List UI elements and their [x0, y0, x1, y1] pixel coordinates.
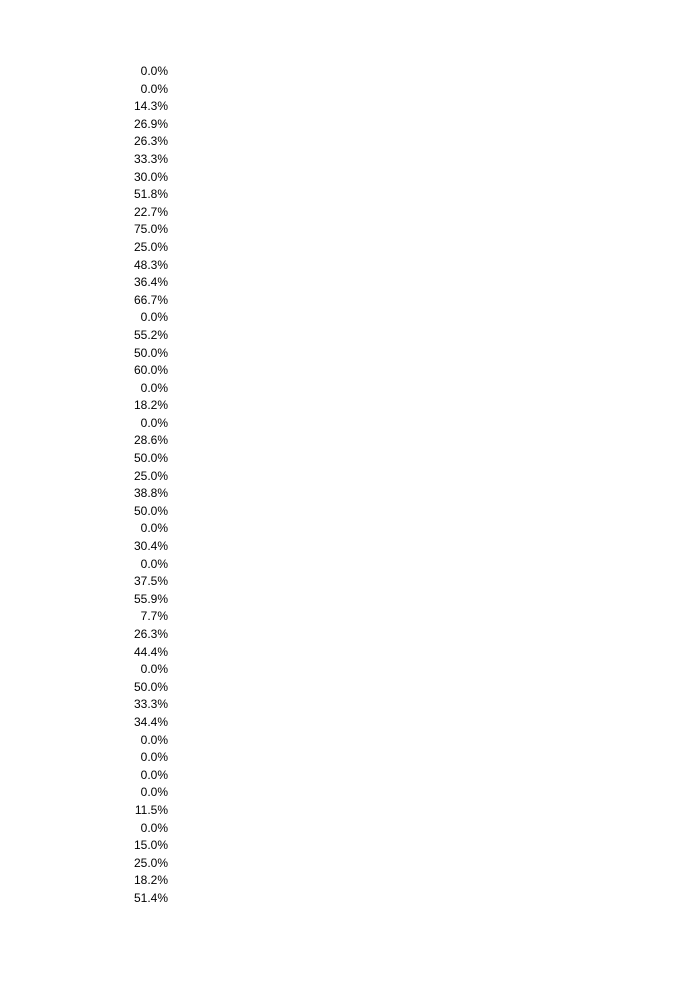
percentage-cell: 0.0%: [140, 662, 168, 677]
percentage-cell: 0.0%: [140, 380, 168, 395]
percentage-cell: 55.2%: [133, 327, 168, 342]
percentage-cell: 50.0%: [133, 451, 168, 466]
percentage-cell: 18.2%: [133, 873, 168, 888]
percentage-cell: 14.3%: [133, 99, 168, 114]
percentage-cell: 75.0%: [133, 222, 168, 237]
percentage-cell: 22.7%: [133, 204, 168, 219]
percentage-cell: 50.0%: [133, 345, 168, 360]
percentage-cell: 37.5%: [133, 574, 168, 589]
percentage-cell: 0.0%: [140, 767, 168, 782]
percentage-cell: 55.9%: [133, 591, 168, 606]
percentage-cell: 26.9%: [133, 116, 168, 131]
percentage-cell: 0.0%: [140, 556, 168, 571]
percentage-cell: 50.0%: [133, 679, 168, 694]
percentage-cell: 18.2%: [133, 398, 168, 413]
percentage-cell: 66.7%: [133, 292, 168, 307]
percentage-cell: 0.0%: [140, 732, 168, 747]
percentage-cell: 15.0%: [133, 838, 168, 853]
percentage-cell: 60.0%: [133, 363, 168, 378]
percentage-cell: 44.4%: [133, 644, 168, 659]
percentage-cell: 25.0%: [133, 468, 168, 483]
percentage-cell: 7.7%: [140, 609, 168, 624]
percentage-cell: 0.0%: [140, 820, 168, 835]
percentage-cell: 38.8%: [133, 486, 168, 501]
percentage-cell: 0.0%: [140, 521, 168, 536]
percentage-cell: 50.0%: [133, 503, 168, 518]
percentage-cell: 0.0%: [140, 415, 168, 430]
percentage-cell: 26.3%: [133, 134, 168, 149]
percentage-cell: 0.0%: [140, 64, 168, 78]
percentage-cell: 51.8%: [133, 187, 168, 202]
percentage-cell: 0.0%: [140, 81, 168, 96]
percentage-cell: 34.4%: [133, 714, 168, 729]
percentage-cell: 28.6%: [133, 433, 168, 448]
percentage-cell: 33.3%: [133, 151, 168, 166]
percentage-cell: 0.0%: [140, 785, 168, 800]
percentage-cell: 30.0%: [133, 169, 168, 184]
percentage-cell: 0.0%: [140, 310, 168, 325]
percentage-cell: 33.3%: [133, 697, 168, 712]
percentage-cell: 30.4%: [133, 539, 168, 554]
percentage-cell: 11.5%: [134, 802, 168, 817]
percentage-cell: 48.3%: [133, 257, 168, 272]
percentage-cell: 25.0%: [133, 239, 168, 254]
percentage-cell: 25.0%: [133, 855, 168, 870]
percentage-cell: 36.4%: [133, 275, 168, 290]
percentage-cell: 0.0%: [140, 750, 168, 765]
percentage-column: [100, 63, 168, 908]
percentage-cell: 51.4%: [133, 890, 168, 905]
percentage-cell: 26.3%: [133, 627, 168, 641]
